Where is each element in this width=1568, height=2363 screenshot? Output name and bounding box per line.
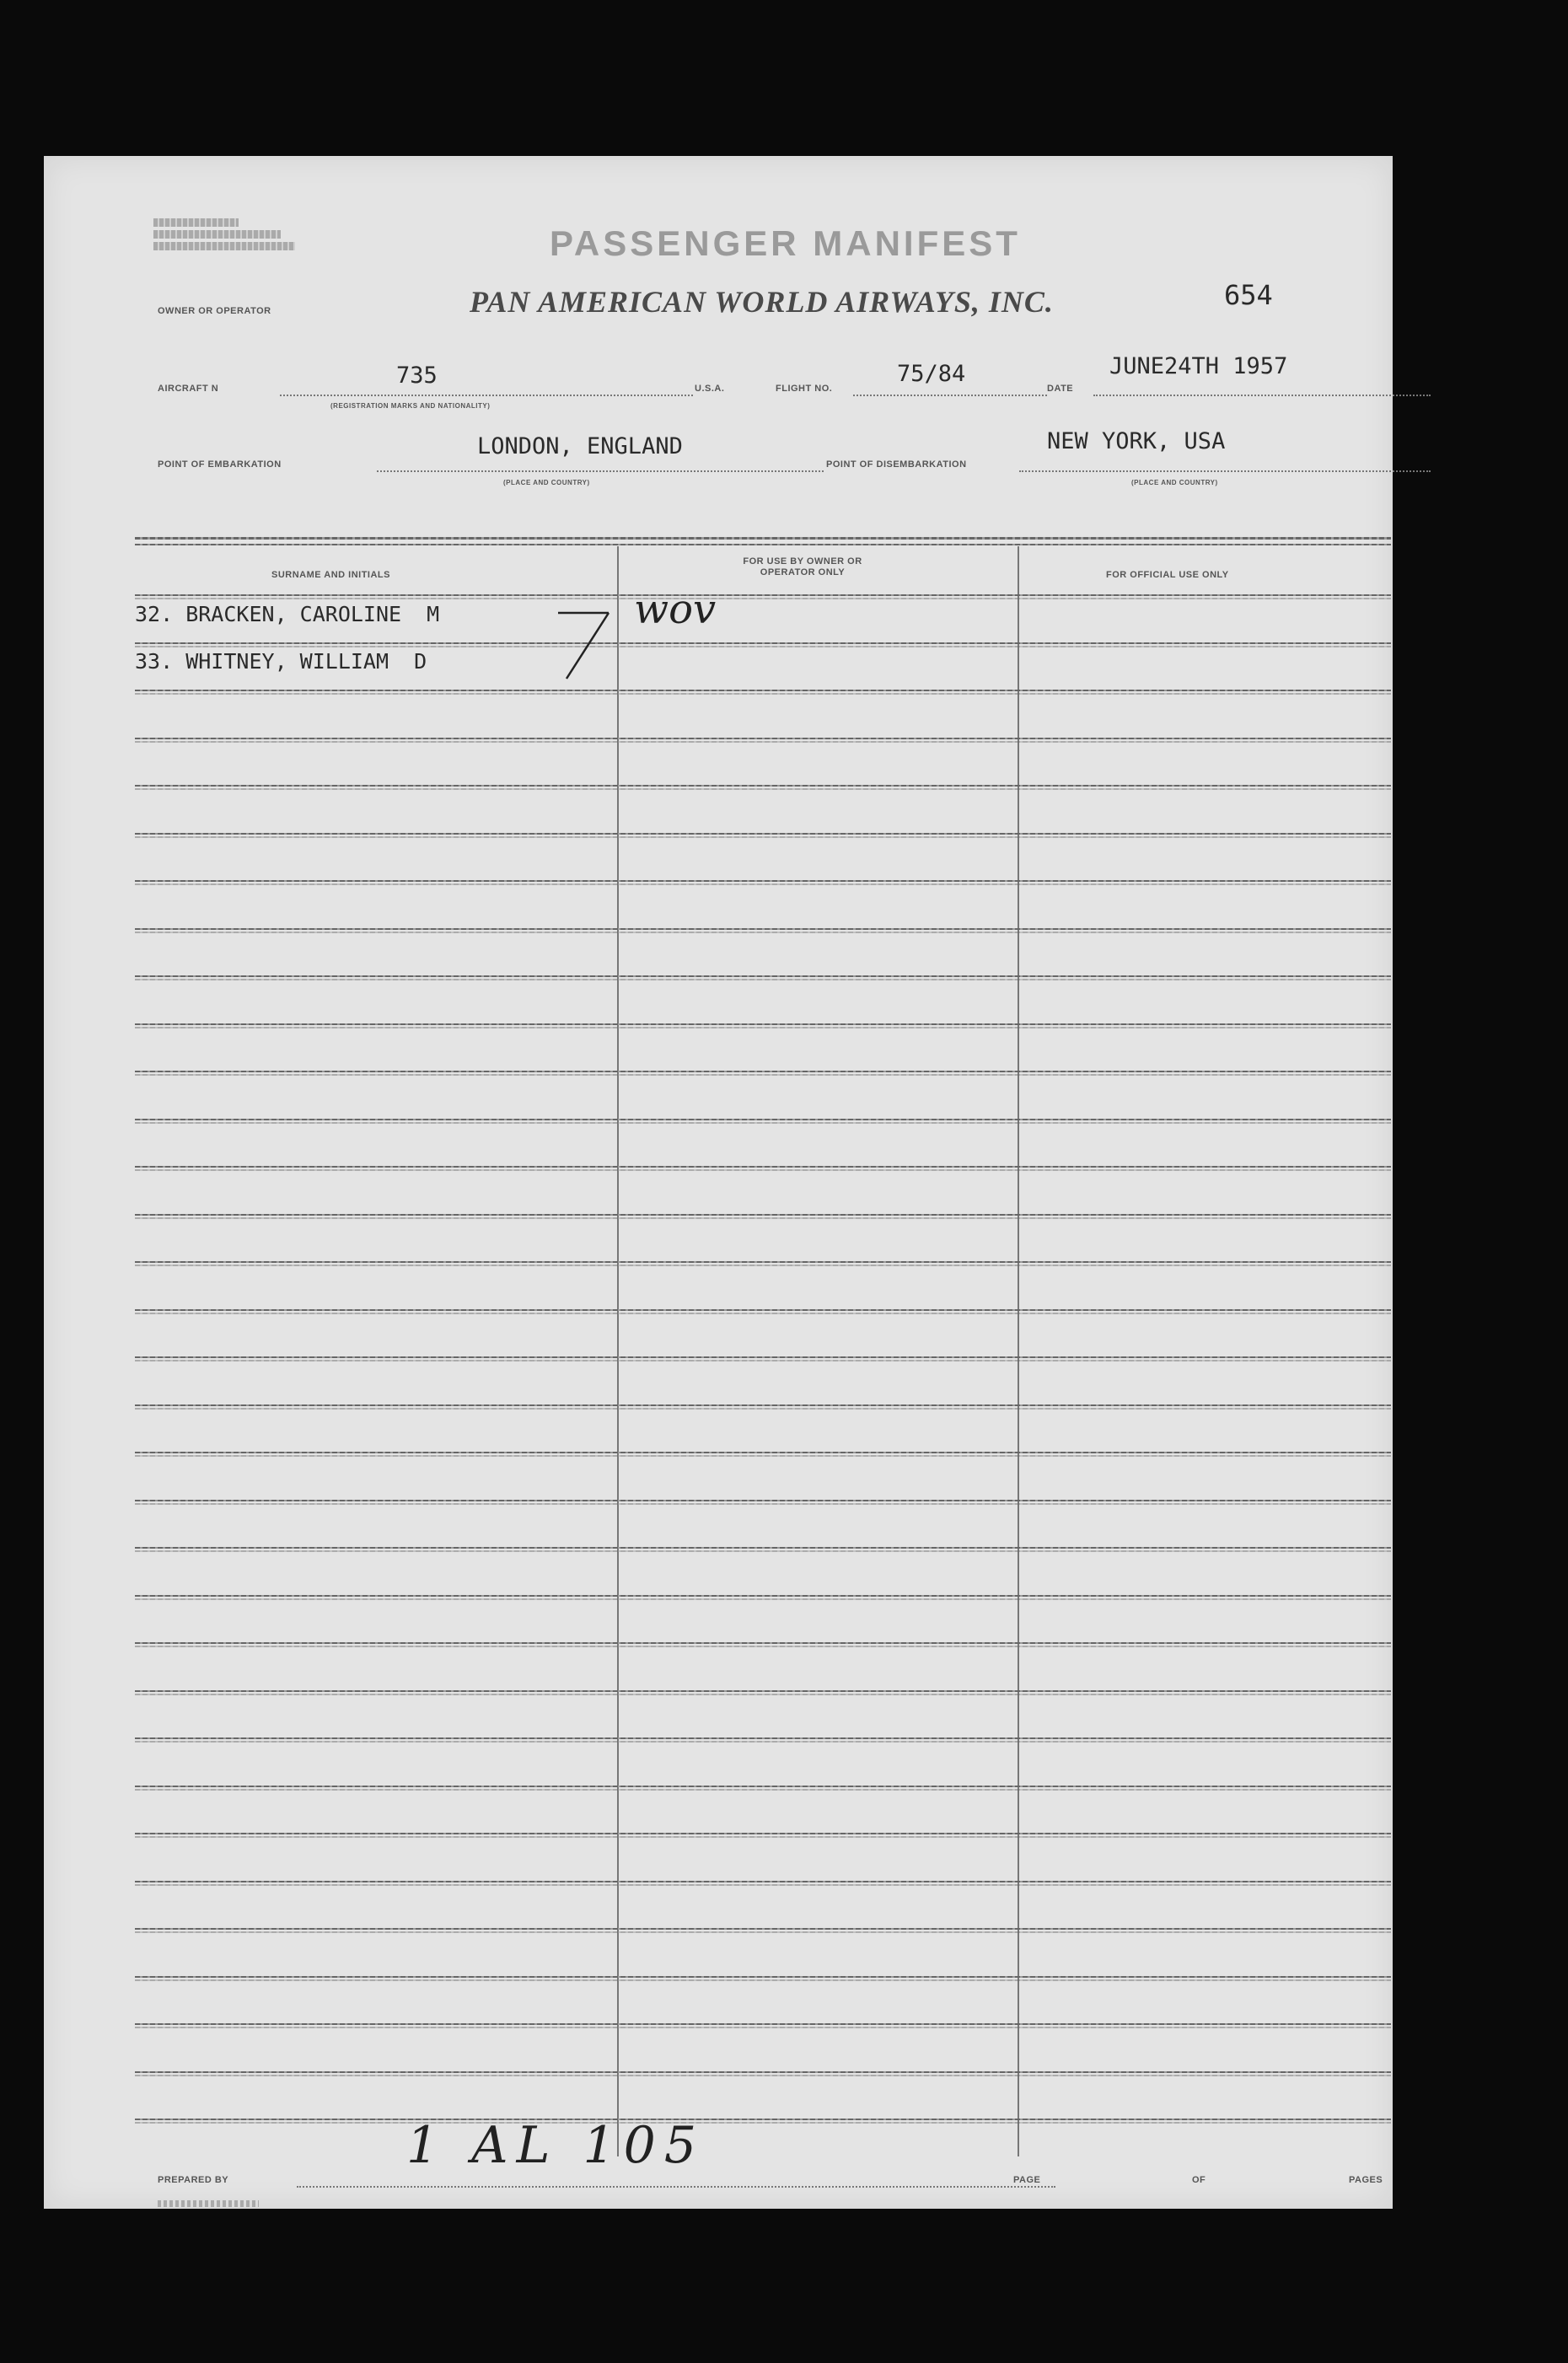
- form-title: PASSENGER MANIFEST: [550, 223, 1021, 263]
- table-row-line: [135, 1452, 1391, 1453]
- col-owner-header: FOR USE BY OWNER OR OPERATOR ONLY: [743, 556, 862, 577]
- embark-line: [377, 470, 824, 472]
- flight-line: [853, 395, 1047, 396]
- table-row-line-secondary: [135, 1979, 1391, 1981]
- embark-caption: (PLACE AND COUNTRY): [503, 479, 590, 486]
- table-row-line: [135, 1642, 1391, 1644]
- disembark-caption: (PLACE AND COUNTRY): [1131, 479, 1218, 486]
- table-row-line-secondary: [135, 1931, 1391, 1933]
- table-row-line-secondary: [135, 1741, 1391, 1743]
- table-row-line: [135, 975, 1391, 977]
- table-row-line-secondary: [135, 1646, 1391, 1647]
- table-row-line-secondary: [135, 2075, 1391, 2076]
- table-row-line-secondary: [135, 1265, 1391, 1266]
- table-row-line: [135, 1404, 1391, 1406]
- date-value: JUNE24TH 1957: [1109, 353, 1288, 379]
- owner-label: OWNER OR OPERATOR: [158, 306, 271, 316]
- table-row-line-secondary: [135, 1360, 1391, 1361]
- table-row-line-secondary: [135, 1027, 1391, 1028]
- embark-value: LONDON, ENGLAND: [477, 433, 683, 459]
- table-row-line-secondary: [135, 1217, 1391, 1219]
- table-row-line: [135, 1214, 1391, 1216]
- table-row-line: [135, 1071, 1391, 1072]
- table-row-line: [135, 1261, 1391, 1263]
- table-top-border-2: [135, 544, 1391, 545]
- passenger-row-2-name: 33. WHITNEY, WILLIAM D: [135, 649, 427, 674]
- table-row-line: [135, 738, 1391, 739]
- table-row-line-secondary: [135, 979, 1391, 980]
- manifest-sheet: [44, 156, 1393, 2209]
- aircraft-value: 735: [396, 363, 438, 389]
- table-row-line: [135, 690, 1391, 691]
- table-row-line-secondary: [135, 836, 1391, 838]
- table-row-line: [135, 1881, 1391, 1882]
- usa-label: U.S.A.: [695, 384, 725, 394]
- table-row-line-secondary: [135, 1455, 1391, 1457]
- table-row-line: [135, 1595, 1391, 1597]
- table-row-line: [135, 880, 1391, 882]
- disembark-line: [1019, 470, 1431, 472]
- table-row-line-secondary: [135, 741, 1391, 743]
- disembark-value: NEW YORK, USA: [1047, 428, 1226, 454]
- page-number: 654: [1224, 279, 1273, 311]
- pages-label: PAGES: [1349, 2175, 1383, 2185]
- table-row-line: [135, 1023, 1391, 1025]
- table-row-line: [135, 2023, 1391, 2025]
- table-row-line-secondary: [135, 1074, 1391, 1076]
- flight-value: 75/84: [897, 361, 966, 387]
- airline-name: PAN AMERICAN WORLD AIRWAYS, INC.: [470, 285, 1054, 319]
- table-row-line-secondary: [135, 1694, 1391, 1695]
- table-row-line: [135, 1500, 1391, 1501]
- table-row-line: [135, 594, 1391, 596]
- flight-label: FLIGHT NO.: [776, 384, 833, 394]
- table-row-line-secondary: [135, 1550, 1391, 1552]
- form-code-line: [158, 2200, 259, 2207]
- table-row-line: [135, 1547, 1391, 1549]
- table-row-line: [135, 928, 1391, 930]
- table-row-line-secondary: [135, 2122, 1391, 2124]
- prepared-by-handwriting: 1 AL 105: [406, 2116, 706, 2175]
- table-row-line: [135, 2071, 1391, 2073]
- date-line: [1093, 395, 1431, 396]
- form-approval-stamp: [153, 215, 295, 267]
- table-row-line-secondary: [135, 1122, 1391, 1124]
- table-row-line: [135, 833, 1391, 835]
- table-row-line: [135, 1737, 1391, 1739]
- table-row-line-secondary: [135, 883, 1391, 885]
- handwritten-annotation: wov: [634, 586, 717, 633]
- table-row-line-secondary: [135, 1836, 1391, 1838]
- table-row-line-secondary: [135, 1313, 1391, 1314]
- table-row-line: [135, 1690, 1391, 1692]
- table-row-line: [135, 785, 1391, 787]
- aircraft-label: AIRCRAFT N: [158, 384, 219, 394]
- table-row-line-secondary: [135, 693, 1391, 695]
- table-row-line: [135, 1786, 1391, 1787]
- table-row-line-secondary: [135, 1408, 1391, 1410]
- table-row-line-secondary: [135, 598, 1391, 599]
- table-row-line-secondary: [135, 1598, 1391, 1600]
- col-surname-header: SURNAME AND INITIALS: [271, 570, 390, 580]
- table-row-line: [135, 2119, 1391, 2120]
- table-row-line: [135, 1833, 1391, 1834]
- embark-label: POINT OF EMBARKATION: [158, 459, 282, 470]
- table-row-line-secondary: [135, 1789, 1391, 1791]
- table-row-line-secondary: [135, 932, 1391, 933]
- passenger-row-1-name: 32. BRACKEN, CAROLINE M: [135, 602, 440, 626]
- table-row-line: [135, 1928, 1391, 1930]
- aircraft-caption: (REGISTRATION MARKS AND NATIONALITY): [330, 402, 491, 410]
- date-label: DATE: [1047, 384, 1074, 394]
- table-row-line-secondary: [135, 1884, 1391, 1886]
- table-row-line: [135, 1166, 1391, 1168]
- table-row-line: [135, 1976, 1391, 1978]
- table-row-line: [135, 1356, 1391, 1358]
- col-official-header: FOR OFFICIAL USE ONLY: [1106, 570, 1229, 580]
- of-label: OF: [1192, 2175, 1206, 2185]
- prepared-by-label: PREPARED BY: [158, 2175, 229, 2185]
- disembark-label: POINT OF DISEMBARKATION: [826, 459, 967, 470]
- table-row-line-secondary: [135, 788, 1391, 790]
- table-row-line: [135, 1119, 1391, 1120]
- table-row-line: [135, 1309, 1391, 1311]
- table-top-border: [135, 537, 1391, 540]
- table-row-line-secondary: [135, 1169, 1391, 1171]
- table-row-line-secondary: [135, 1503, 1391, 1505]
- page-label: PAGE: [1013, 2175, 1041, 2185]
- aircraft-line: [280, 395, 693, 396]
- prepared-line: [297, 2186, 1055, 2188]
- table-row-line-secondary: [135, 2027, 1391, 2028]
